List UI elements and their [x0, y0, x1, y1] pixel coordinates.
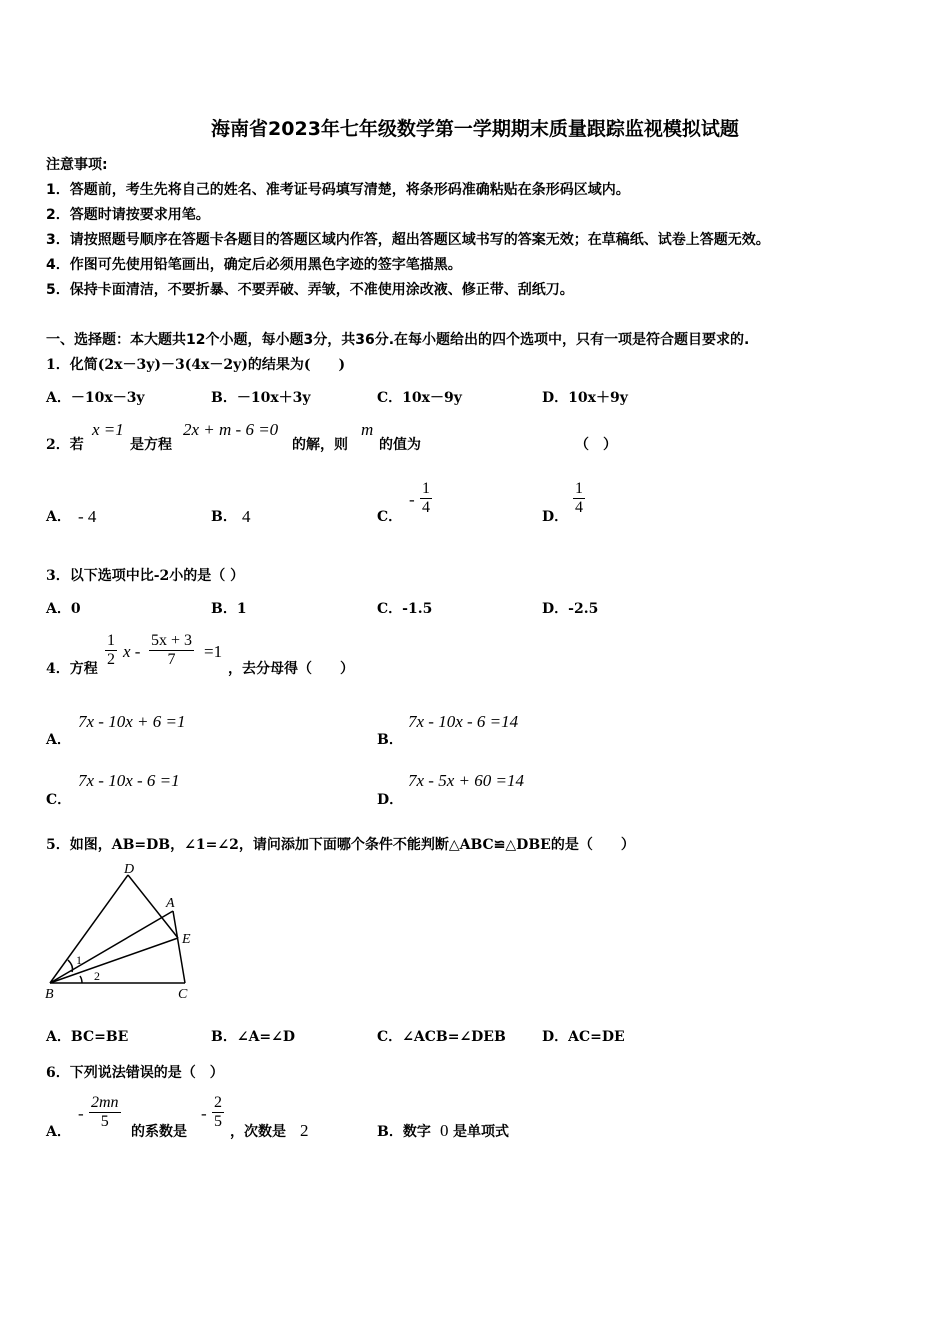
- q5-triangle-figure: [44, 860, 196, 1002]
- section-heading: 一、选择题：本大题共12个小题，每小题3分，共36分.在每小题给出的四个选项中，只有一项是符合题目要求的.: [46, 332, 750, 348]
- notice-item-1: 1．答题前，考生先将自己的姓名、准考证号码填写清楚，将条形码准确粘贴在条形码区域内。: [46, 182, 630, 198]
- angle-1-arc: [68, 960, 73, 972]
- q4-fraction-main: [149, 632, 194, 669]
- q6-option-b-zero: 0: [440, 1121, 449, 1140]
- q2-variable: m: [361, 420, 374, 439]
- q2-text-3: 的值为: [379, 437, 421, 453]
- q2-option-c-label: C．: [377, 509, 403, 525]
- q4-option-d-expr: 7x - 5x + 60 =14: [408, 771, 524, 790]
- angle-2-arc: [80, 976, 82, 983]
- q2-text-2: 的解，则: [292, 437, 348, 453]
- q3-option-b: B．1: [211, 601, 247, 617]
- q6-option-a-degree: 2: [300, 1121, 309, 1140]
- q4-fraction-half-denominator: 2: [107, 651, 115, 668]
- q4-number: 4．方程: [46, 661, 98, 677]
- q2-option-b-value: 4: [242, 507, 251, 526]
- q4-x-minus: x -: [123, 642, 141, 661]
- q4-option-b-expr: 7x - 10x - 6 =14: [408, 712, 519, 731]
- q4-fraction-main-denominator: 7: [167, 651, 176, 668]
- q2-option-d-denominator: 4: [575, 499, 583, 516]
- q2-number: 2．若: [46, 437, 84, 453]
- q2-equation: 2x + m - 6 =0: [183, 420, 279, 439]
- q2-option-d-fraction: [573, 480, 585, 517]
- q1-option-a: A．－10x－3y: [46, 390, 145, 406]
- q4-option-c-label: C．: [46, 792, 72, 808]
- q6-option-a-coefficient-denominator: 5: [214, 1113, 222, 1130]
- q3-option-d: D．-2.5: [542, 601, 599, 617]
- label-c: C: [178, 987, 188, 1002]
- q1-stem: 1．化简(2x－3y)－3(4x－2y)的结果为( ): [46, 357, 346, 373]
- q3-option-c: C．-1.5: [377, 601, 433, 617]
- q6-option-a-coefficient-numerator: 2: [214, 1094, 222, 1111]
- label-e: E: [182, 932, 191, 947]
- page-title: 海南省2023年七年级数学第一学期期末质量跟踪监视模拟试题: [211, 118, 739, 140]
- q2-option-c-fraction: [420, 480, 432, 517]
- q4-fraction-half: [105, 632, 117, 669]
- q4-fraction-main-numerator: 5x + 3: [151, 632, 193, 649]
- q2-option-a-label: A．: [46, 509, 71, 525]
- q2-option-c-numerator: 1: [422, 480, 430, 497]
- q4-equals-one: =1: [204, 642, 223, 661]
- q3-option-a: A．0: [46, 601, 81, 617]
- q2-option-c-sign: -: [409, 490, 415, 509]
- q2-option-c-denominator: 4: [422, 499, 430, 516]
- q6-option-a-fraction: [89, 1094, 121, 1131]
- q6-option-a-denominator: 5: [100, 1113, 109, 1130]
- q2-option-d-numerator: 1: [575, 480, 583, 497]
- q6-stem: 6．下列说法错误的是（ ）: [46, 1065, 224, 1081]
- q5-option-a: A．BC=BE: [46, 1029, 129, 1045]
- q6-option-b-text: 是单项式: [453, 1124, 509, 1140]
- q6-option-a-sign-2: -: [201, 1104, 207, 1123]
- notice-item-5: 5．保持卡面清洁，不要折暴、不要弄破、弄皱，不准使用涂改液、修正带、刮纸刀。: [46, 282, 574, 298]
- label-a: A: [166, 896, 175, 911]
- q5-option-c: C．∠ACB=∠DEB: [377, 1029, 506, 1045]
- q5-option-d: D．AC=DE: [542, 1029, 625, 1045]
- notice-item-3: 3．请按照题号顺序在答题卡各题目的答题区域内作答，超出答题区域书写的答案无效；在草稿纸、试卷上答题无效。: [46, 232, 770, 248]
- q2-answer-paren: （ ）: [575, 437, 617, 453]
- notice-item-4: 4．作图可先使用铅笔画出，确定后必须用黑色字迹的签字笔描黑。: [46, 257, 462, 273]
- label-angle-1: 1: [76, 953, 82, 967]
- q6-option-a-text-2: ，次数是: [230, 1124, 286, 1140]
- q6-option-b-label: B．数字: [377, 1124, 431, 1140]
- q6-option-a-label: A．: [46, 1124, 71, 1140]
- q6-option-a-numerator: 2mn: [91, 1094, 119, 1111]
- q1-option-c: C．10x－9y: [377, 390, 462, 406]
- q4-option-b-label: B．: [377, 732, 403, 748]
- segment-ac: [173, 911, 185, 983]
- q4-option-d-label: D．: [377, 792, 404, 808]
- segment-bd: [50, 875, 128, 983]
- q1-option-d: D．10x＋9y: [542, 390, 628, 406]
- q4-option-c-expr: 7x - 10x - 6 =1: [78, 771, 180, 790]
- q6-option-a-coefficient: [212, 1094, 224, 1131]
- q5-stem: 5．如图，AB=DB，∠1=∠2，请问添加下面哪个条件不能判断△ABC≌△DBE的是（ ）: [46, 837, 635, 853]
- notice-heading: 注意事项:: [46, 157, 108, 173]
- q4-option-a-label: A．: [46, 732, 71, 748]
- q2-option-b-label: B．: [211, 509, 237, 525]
- notice-item-2: 2．答题时请按要求用笔。: [46, 207, 210, 223]
- label-b: B: [45, 987, 54, 1002]
- q1-option-b: B．－10x＋3y: [211, 390, 311, 406]
- q6-option-a-sign: -: [78, 1104, 84, 1123]
- q5-option-b: B．∠A=∠D: [211, 1029, 296, 1045]
- q2-text-1: 是方程: [130, 437, 172, 453]
- label-angle-2: 2: [94, 969, 100, 983]
- q4-tail: ，去分母得（ ）: [228, 661, 354, 677]
- label-d: D: [124, 862, 135, 877]
- q4-fraction-half-numerator: 1: [107, 632, 115, 649]
- q6-option-a-text-1: 的系数是: [131, 1124, 187, 1140]
- q4-option-a-expr: 7x - 10x + 6 =1: [78, 712, 186, 731]
- q3-stem: 3．以下选项中比-2小的是（ ）: [46, 568, 245, 584]
- q2-option-d-label: D．: [542, 509, 569, 525]
- q2-option-a-value: - 4: [78, 507, 97, 526]
- q2-condition: x =1: [92, 420, 124, 439]
